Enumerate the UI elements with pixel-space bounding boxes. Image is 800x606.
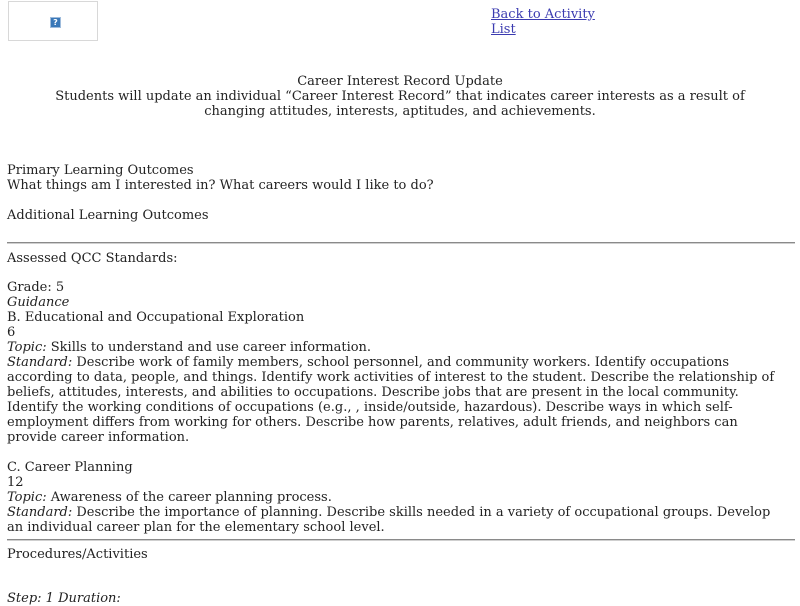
primary-outcomes-text: What things am I interested in? What careers would I like to do? bbox=[7, 178, 434, 193]
primary-outcomes-label: Primary Learning Outcomes bbox=[7, 163, 194, 178]
back-link-line1[interactable]: Back to Activity bbox=[491, 7, 595, 22]
activity-title-block bbox=[7, 74, 793, 119]
section-title: B. Educational and Occupational Exploration bbox=[7, 310, 305, 325]
page-title: Career Interest Record Update bbox=[297, 74, 503, 89]
topic-line bbox=[7, 340, 793, 355]
additional-outcomes-label: Additional Learning Outcomes bbox=[7, 208, 209, 223]
section-title: C. Career Planning bbox=[7, 460, 133, 475]
logo-image-frame bbox=[8, 1, 98, 41]
standards-section bbox=[7, 251, 793, 535]
topic-text: Skills to understand and use career information. bbox=[46, 340, 372, 355]
topic-label: Topic: bbox=[7, 340, 47, 355]
standard-section-b bbox=[7, 310, 793, 445]
subject-name: Guidance bbox=[7, 295, 70, 310]
step-number: 1 bbox=[41, 591, 59, 606]
page-content bbox=[7, 0, 795, 606]
standard-section-c bbox=[7, 460, 793, 535]
standard-label: Standard: bbox=[7, 355, 73, 370]
topic-label: Topic: bbox=[7, 490, 47, 505]
broken-image-icon: ? bbox=[50, 17, 61, 28]
standard-label: Standard: bbox=[7, 505, 73, 520]
section-number: 12 bbox=[7, 475, 24, 490]
standard-text-block bbox=[7, 505, 793, 535]
standard-text: Describe work of family members, school personnel, and community workers. Identify occupations according to data, people, and things. Identify work activities of interest to the student. Describe the relationship of beliefs, attitudes, interests, and abilities to occupations. Describe jobs that are present in the local community. Identify the working conditions of occupations (e.g., , inside/outside, hazardous). Describe ways in which self-employment differs from working for others. Describe how parents, relatives, adult friends, and neighbors can provide career information. bbox=[7, 355, 775, 445]
topic-line bbox=[7, 490, 793, 505]
standard-text: Describe the importance of planning. Describe skills needed in a variety of occupational groups. Develop an individual career plan for the elementary school level. bbox=[7, 505, 771, 535]
step-label: Step: bbox=[7, 591, 42, 606]
grade-level: Grade: 5 bbox=[7, 280, 65, 295]
divider bbox=[7, 242, 795, 244]
topic-text: Awareness of the career planning process. bbox=[46, 490, 332, 505]
section-number: 6 bbox=[7, 325, 16, 340]
duration-label: Duration: bbox=[58, 591, 121, 606]
procedures-section bbox=[7, 547, 793, 606]
activity-description: Students will update an individual “Career Interest Record” that indicates career interests as a result of changing attitudes, interests, aptitudes, and achievements. bbox=[55, 89, 745, 119]
back-link-line2[interactable]: List bbox=[491, 22, 516, 37]
procedures-heading: Procedures/Activities bbox=[7, 547, 148, 562]
standards-heading: Assessed QCC Standards: bbox=[7, 251, 178, 266]
divider bbox=[7, 539, 795, 541]
learning-outcomes bbox=[7, 163, 793, 223]
back-to-activity-list-link[interactable] bbox=[491, 7, 611, 37]
subject bbox=[7, 295, 793, 310]
header-bar bbox=[7, 0, 795, 60]
step-line bbox=[7, 591, 793, 606]
standard-text-block bbox=[7, 355, 793, 445]
